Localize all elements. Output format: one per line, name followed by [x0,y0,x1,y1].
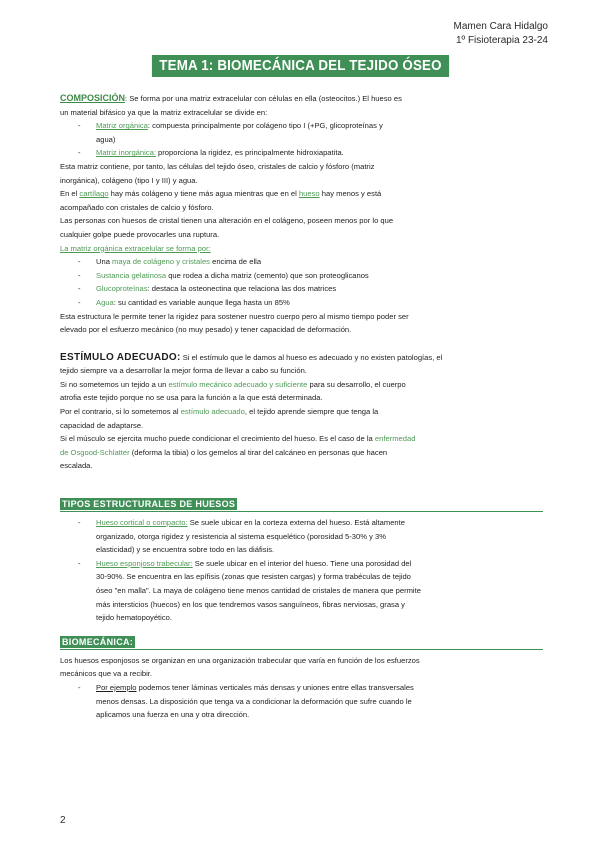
term-cartilago: cartílago [79,189,109,199]
page-header [454,20,549,48]
paragraph [60,187,543,214]
list-item-text: agua) [96,134,116,144]
text: para su desarrollo, el cuerpo [307,379,406,389]
text: escalada. [60,461,93,471]
organic-matrix-heading: La matriz orgánica extracelular se forma por: [60,243,211,253]
paragraph [60,160,543,187]
spacer [60,625,543,635]
document-body [60,92,543,722]
list-item [96,296,543,310]
text: cualquier golpe puede provocarles una ruptura. [60,229,220,239]
text: Si el estímulo que le damos al hueso es adecuado y no existen patologías, el [180,352,443,362]
list-item [96,269,543,283]
term-matriz-inorganica: Matriz inorgánica: [96,148,156,158]
text: Se suele ubicar en la corteza externa del hueso. Está altamente [187,518,405,528]
text: acompañado con cristales de calcio y fósforo. [60,202,214,212]
tipos-heading: TIPOS ESTRUCTURALES DE HUESOS [62,499,236,510]
list-item [96,557,543,625]
text: Esta matriz contiene, por tanto, las células del tejido óseo, cristales de calcio y fósforo (matriz [60,161,375,171]
term: de Osgood-Schlatter [60,447,130,457]
text: Las personas con huesos de cristal tienen una alteración en el colágeno, poseen menos por lo que [60,216,394,226]
composicion-intro-text: : Se forma por una matriz extracelular con células en ella (osteocitos.) El hueso es [125,94,402,103]
paragraph [60,214,543,241]
text: menos densas. La disposición que tenga va a condicionar la deformación que sufre cuando le [96,696,412,706]
text: Si el músculo se ejercita mucho puede condicionar el crecimiento del hueso. Es el caso de la [60,434,375,444]
spacer [60,337,543,351]
text: Por el contrario, si lo sometemos al [60,407,181,417]
text: óseo "en malla". La maya de colágeno tiene menos cantidad de cristales de manera que permite [96,586,421,595]
text: más intersticios (huecos) en los que tendremos vasos sanguíneos, fibras nerviosas, grasa y [96,599,405,609]
composicion-intro [60,92,543,119]
term-hueso: hueso [298,189,320,199]
text: mecánicos que va a recibir. [60,669,153,679]
text: organizado, otorga rigidez y resistencia al sistema esquelético (porosidad 5-30% y 3% [96,531,386,541]
text: Se suele ubicar en el interior del hueso. Tiene una porosidad del [192,558,412,568]
term: estímulo mecánico adecuado y suficiente [168,379,308,389]
spacer [60,487,543,497]
term: estímulo adecuado [180,407,245,417]
term: Sustancia gelatinosa [96,270,167,280]
text: Esta estructura le permite tener la rigidez para sostener nuestro cuerpo pero al mismo tiempo poder ser [60,311,409,321]
biomecanica-list [60,681,543,722]
text: (deforma la tibia) o los gemelos al tirar del calcáneo en personas que hacen [129,447,388,457]
text: inorgánica), colágeno (tipo I y III) y agua. [60,175,198,185]
tipos-heading-line [60,497,543,512]
text: , el tejido aprende siempre que tenga la [244,407,379,417]
list-item [96,255,543,269]
text: elasticidad) y se encuentra sobre todo en las diáfisis. [96,545,275,555]
term-por-ejemplo: Por ejemplo [96,682,137,692]
author-name: Mamen Cara Hidalgo [453,21,548,32]
text: : su cantidad es variable aunque llega hasta un 85% [113,297,290,307]
text: En el [60,189,80,199]
text: hay menos y está [319,189,382,199]
list-item [96,681,543,722]
text: aplicamos una fuerza en una y otra dirección. [96,710,250,720]
text: que rodea a dicha matriz (cemento) que son proteoglicanos [166,270,369,280]
title-wrap [0,55,600,77]
course-label: 1º Fisioterapia 23-24 [455,35,548,46]
organic-list [60,255,543,309]
term-matriz-organica: Matriz orgánica [96,121,148,131]
estimulo-paragraph [60,351,543,473]
text: capacidad de adaptarse. [60,420,144,430]
term-hueso-cortical: Hueso cortical o compacto: [96,518,188,528]
list-item [96,146,543,160]
matrix-list [60,119,543,160]
text: elevado por el esfuerzo mecánico (no muy pesado) y tener capacidad de deformación. [60,325,352,335]
document-title: TEMA 1: BIOMECÁNICA DEL TEJIDO ÓSEO [151,55,448,77]
text: tejido siempre va a desarrollar la mejor forma de llevar a cabo su función. [60,366,307,376]
term-hueso-esponjoso: Hueso esponjoso trabecular: [96,558,193,568]
list-item [96,516,543,557]
term: maya de colágeno y cristales [112,257,210,267]
estimulo-heading: ESTÍMULO ADECUADO: [60,351,181,363]
list-item [96,282,543,296]
paragraph [60,654,543,681]
biomecanica-heading-line [60,635,543,650]
text: : destaca la osteonectina que relaciona las dos matrices [147,284,337,294]
text: encima de ella [209,257,262,267]
spacer [60,473,543,487]
text: tejido hematopoyético. [96,613,172,623]
biomecanica-heading: BIOMECÁNICA: [62,636,134,647]
text: atrofia este tejido porque no se usa para la función a la que está determinada. [60,393,323,403]
page-number: 2 [60,815,66,826]
composicion-intro-text-2: un material bifásico ya que la matriz extracelular se divide en: [60,107,268,117]
term: enfermedad [374,434,416,444]
text: Los huesos esponjosos se organizan en una organización trabecular que varía en función de los esfuerzos [60,655,420,665]
text: Una [96,257,113,267]
composicion-heading: COMPOSICIÓN [60,93,126,103]
list-item-text: proporciona la rigidez, es principalmente hidroxiapatita. [155,148,344,158]
tipos-list [60,516,543,625]
list-item [96,119,543,146]
text: hay más colágeno y tiene más agua mientras que en el [108,189,299,199]
text: Si no sometemos un tejido a un [60,379,169,389]
text: podemos tener láminas verticales más densas y uniones entre ellas transversales [136,682,414,692]
term: Glucoproteínas [96,284,148,294]
paragraph [60,310,543,337]
list-item-text: : compuesta principalmente por colágeno tipo I (+PG, glicoproteínas y [147,121,383,131]
term: Agua [96,297,114,307]
text: 30-90%. Se encuentra en las epífisis (zonas que resisten cargas) y forma trabéculas de tejido [96,572,411,582]
